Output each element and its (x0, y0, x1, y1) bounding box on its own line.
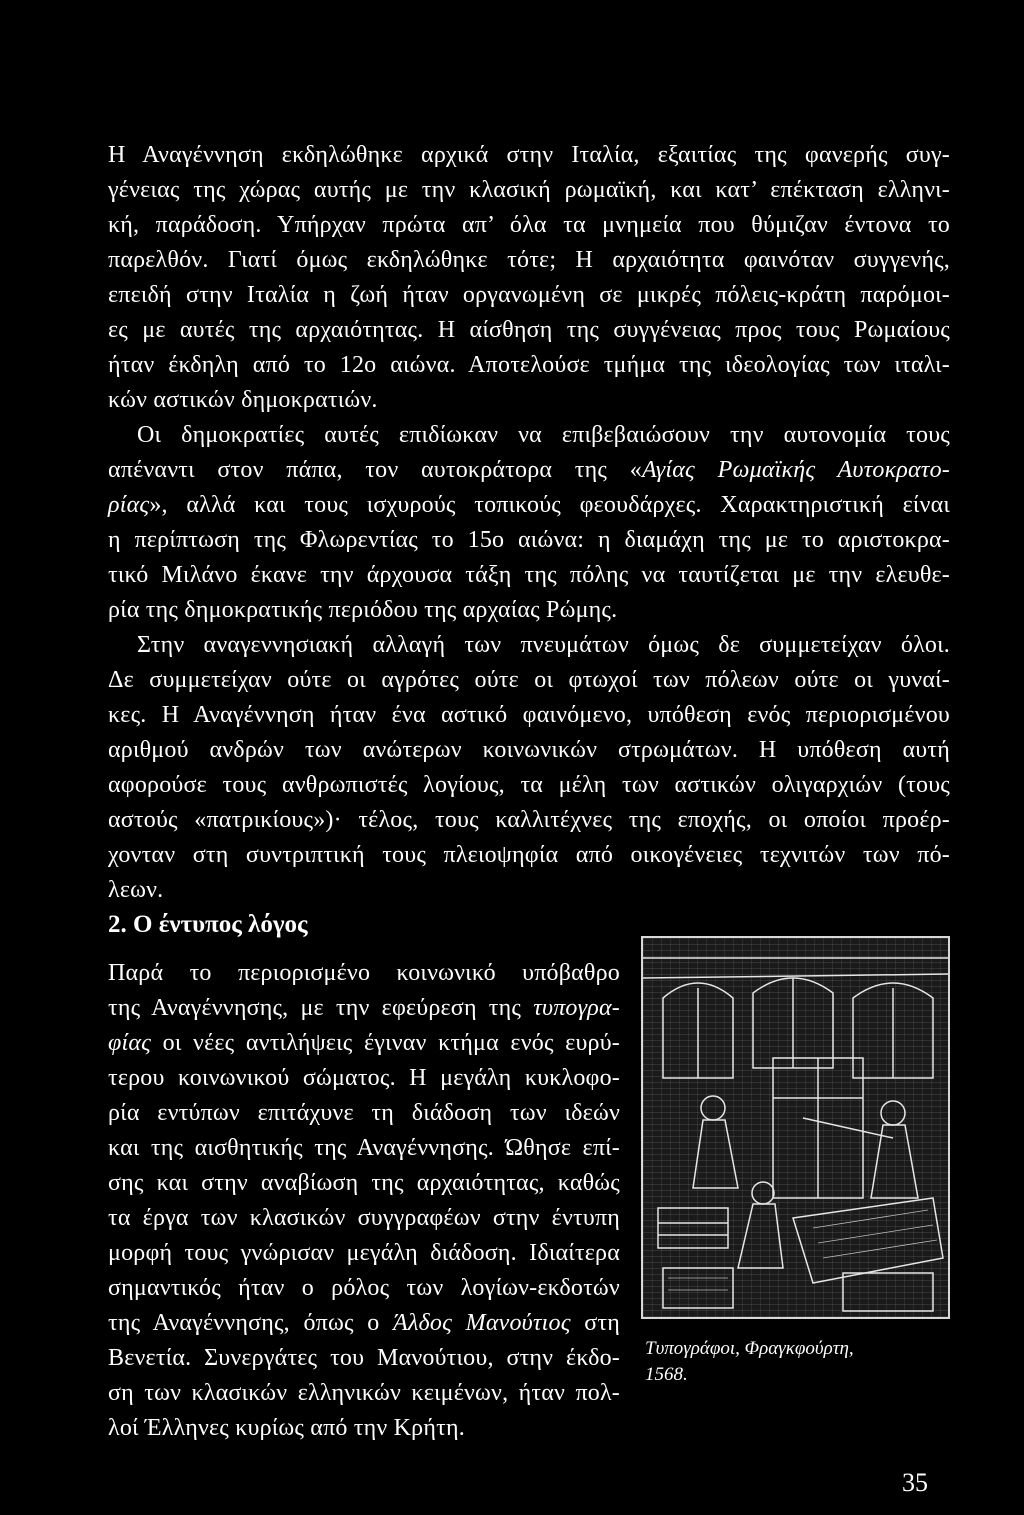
section-line-12: Βενετία. Συνεργάτες του Μανούτιου, στην έκδο- (108, 1345, 620, 1371)
section-line-3 (108, 1028, 620, 1058)
caption-line-2: 1568. (645, 1364, 688, 1385)
paragraph-2-line-6: ρία της δημοκρατικής περιόδου της αρχαίας Ρώμης. (108, 597, 618, 623)
paragraph-3-line-5: αφορούσε τους ανθρωπιστές λογίους, τα μέλη των αστικών ολιγαρχιών (τους (108, 772, 950, 798)
italic-text: τυπογρα- (533, 995, 620, 1021)
section-line-14: λοί Έλληνες κυρίως από την Κρήτη. (108, 1415, 465, 1441)
section-line-6: και της αισθητικής της Αναγέννησης. Ώθησε επί- (108, 1135, 620, 1161)
section-line-4: τερου κοινωνικού σώματος. Η μεγάλη κυκλοφο- (108, 1065, 620, 1091)
text-run: απέναντι στον πάπα, τον αυτοκράτορα της « (108, 457, 642, 483)
paragraph-1-line-2: γένειας της χώρας αυτής με την κλασική ρωμαϊκή, και κατ’ επέκταση ελληνι- (108, 177, 950, 203)
italic-text: ρίας (108, 492, 150, 518)
italic-text: φίας (108, 1030, 152, 1056)
paragraph-1-line-6: ες με αυτές της αρχαιότητας. Η αίσθηση της συγγένειας προς τους Ρωμαίους (108, 317, 950, 343)
paragraph-3-line-4: αριθμού ανδρών των ανώτερων κοινωνικών στρωμάτων. Η υπόθεση αυτή (108, 737, 950, 763)
page-number: 35 (902, 1468, 928, 1497)
paragraph-1-line-4: παρελθόν. Γιατί όμως εκδηλώθηκε τότε; Η αρχαιότητα φαινόταν συγγενής, (108, 247, 950, 273)
paragraph-3-line-7: χονταν στη συντριπτική τους πλειοψηφία από οικογένειες τεχνιτών των πό- (108, 842, 950, 868)
section-line-5: ρία εντύπων επιτάχυνε τη διάδοση των ιδεών (108, 1100, 620, 1126)
section-line-1: Παρά το περιορισμένο κοινωνικό υπόβαθρο (108, 960, 620, 986)
paragraph-3-line-8: λεων. (108, 877, 164, 903)
text-run: της Αναγέννησης, με την εφεύρεση της (108, 995, 534, 1021)
paragraph-2-line-3 (108, 490, 950, 520)
paragraph-1-line-8: κών αστικών δημοκρατιών. (108, 387, 378, 413)
section-heading: 2. Ο έντυπος λόγος (108, 911, 308, 938)
text-run: της Αναγέννησης, όπως ο (108, 1310, 394, 1336)
paragraph-2-line-4: η περίπτωση της Φλωρεντίας το 15ο αιώνα: η διαμάχη της με το αριστοκρα- (108, 527, 950, 553)
italic-text: Άλδος Μανούτιος (393, 1310, 571, 1336)
section-line-11 (108, 1308, 620, 1338)
italic-text: Αγίας Ρωμαϊκής Αυτοκρατο- (641, 457, 950, 483)
paragraph-2-line-1: Οι δημοκρατίες αυτές επιδίωκαν να επιβεβαιώσουν την αυτονομία τους (137, 422, 950, 448)
paragraph-1-line-7: ήταν έκδηλη από το 12ο αιώνα. Αποτελούσε τμήμα της ιδεολογίας των ιταλι- (108, 352, 950, 378)
section-line-7: σης και στην αναβίωση της αρχαιότητας, καθώς (108, 1170, 620, 1196)
section-line-2 (108, 993, 620, 1023)
text-run: », αλλά και τους ισχυρούς τοπικούς φεουδάρχες. Χαρακτηριστική είναι (149, 492, 950, 518)
paragraph-3-line-6: αστούς «πατρικίους»)· τέλος, τους καλλιτέχνες της εποχής, οι οποίοι προέρ- (108, 807, 950, 833)
paragraph-3-line-1: Στην αναγεννησιακή αλλαγή των πνευμάτων όμως δε συμμετείχαν όλοι. (137, 632, 950, 658)
paragraph-1-line-3: κή, παράδοση. Υπήρχαν πρώτα απ’ όλα τα μνημεία που θύμιζαν έντονα το (108, 212, 950, 238)
paragraph-3-line-2: Δε συμμετείχαν ούτε οι αγρότες ούτε οι φτωχοί των πόλεων ούτε οι γυναί- (108, 667, 950, 693)
section-line-8: τα έργα των κλασικών συγγραφέων στην έντυπη (108, 1205, 620, 1231)
paragraph-1-line-1: Η Αναγέννηση εκδηλώθηκε αρχικά στην Ιταλία, εξαιτίας της φανερής συγ- (108, 142, 950, 168)
section-line-9: μορφή τους γνώρισαν μεγάλη διάδοση. Ιδιαίτερα (108, 1240, 620, 1266)
section-line-10: σημαντικός ήταν ο ρόλος των λογίων-εκδοτών (108, 1275, 620, 1301)
caption-line-1: Τυπογράφοι, Φραγκφούρτη, (645, 1338, 854, 1359)
paragraph-2-line-5: τικό Μιλάνο έκανε την άρχουσα τάξη της πόλης να ταυτίζεται με την ελευθε- (108, 562, 950, 588)
paragraph-1-line-5: επειδή στην Ιταλία η ζωή ήταν οργανωμένη σε μικρές πόλεις-κράτη παρόμοι- (108, 282, 950, 308)
paragraph-2-line-2 (108, 455, 950, 485)
woodcut-drawing (643, 938, 950, 1319)
text-run: οι νέες αντιλήψεις έγιναν κτήμα ενός ευρύ- (151, 1030, 620, 1056)
paragraph-3-line-3: κες. Η Αναγέννηση ήταν ένα αστικό φαινόμενο, υπόθεση ενός περιορισμένου (108, 702, 950, 728)
text-run: στη (570, 1310, 621, 1336)
section-line-13: ση των κλασικών ελληνικών κειμένων, ήταν πολ- (108, 1380, 620, 1406)
printers-woodcut-image (641, 936, 950, 1319)
figure-caption (645, 1336, 945, 1388)
